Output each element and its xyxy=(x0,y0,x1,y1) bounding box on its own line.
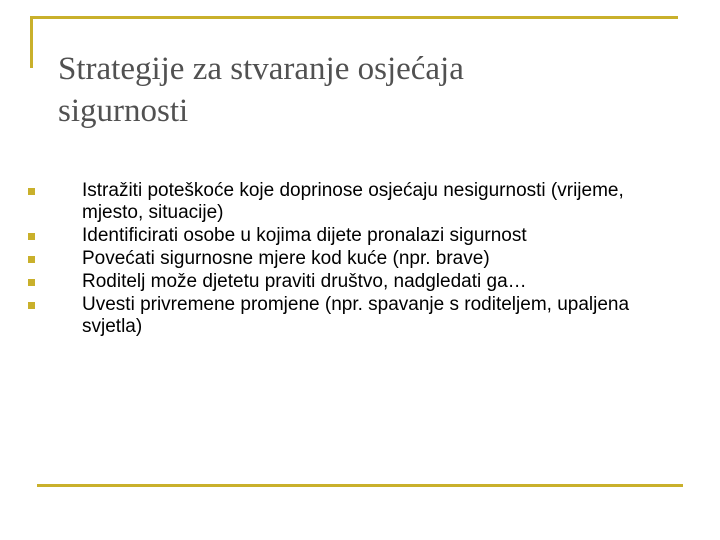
frame-bottom-line xyxy=(37,484,683,487)
bullet-item xyxy=(28,294,678,338)
bullet-item xyxy=(28,180,678,224)
square-bullet-icon xyxy=(28,256,35,263)
bullet-item xyxy=(28,271,678,293)
square-bullet-icon xyxy=(28,302,35,309)
bullet-text: Povećati sigurnosne mjere kod kuće (npr. brave) xyxy=(82,248,490,269)
title-line-2: sigurnosti xyxy=(58,93,189,129)
bullet-text: Identificirati osobe u kojima dijete pronalazi sigurnost xyxy=(82,225,527,246)
bullet-text: Uvesti privremene promjene (npr. spavanje s roditeljem, upaljena svjetla) xyxy=(82,294,630,337)
frame-top-line xyxy=(30,16,678,19)
bullet-list xyxy=(28,180,678,339)
frame-left-line xyxy=(30,16,33,68)
title-line-1: Strategije za stvaranje osjećaja xyxy=(58,51,464,87)
bullet-text: Istražiti poteškoće koje doprinose osjećaju nesigurnosti (vrijeme, mjesto, situacije) xyxy=(82,180,624,223)
bullet-item xyxy=(28,225,678,247)
bullet-text: Roditelj može djetetu praviti društvo, nadgledati ga… xyxy=(82,271,527,292)
square-bullet-icon xyxy=(28,233,35,240)
slide-title xyxy=(58,48,678,132)
square-bullet-icon xyxy=(28,279,35,286)
bullet-item xyxy=(28,248,678,270)
square-bullet-icon xyxy=(28,188,35,195)
